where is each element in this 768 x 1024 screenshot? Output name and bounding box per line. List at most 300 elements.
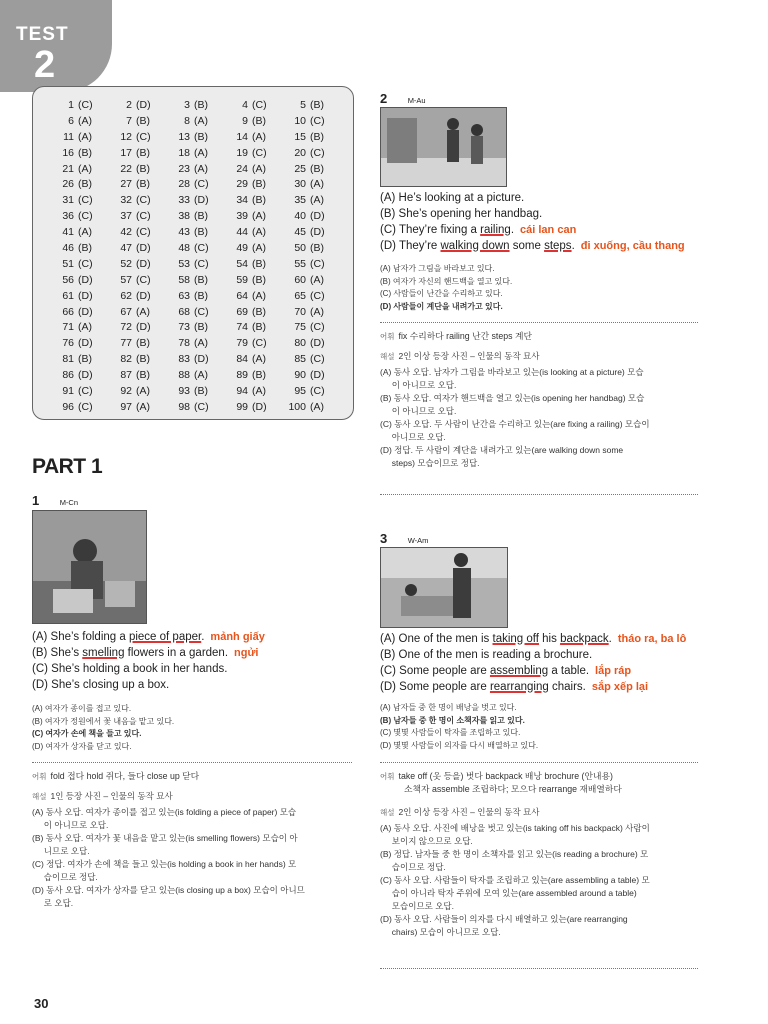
answer-key-cell xyxy=(106,210,164,226)
answer-key-answer: (C) xyxy=(194,178,209,191)
answer-key-question-number: 72 xyxy=(120,321,132,334)
answer-key-cell xyxy=(222,274,280,290)
answer-key-cell xyxy=(280,194,338,210)
explanation-line: (A) 동사 오답. 사진에 배낭을 벗고 있는(is taking off his backpack) 사람이 xyxy=(380,823,650,833)
answer-key-cell xyxy=(280,147,338,163)
answer-key-answer: (A) xyxy=(252,242,266,255)
answer-key-cell xyxy=(222,369,280,385)
answer-key-cell xyxy=(48,274,106,290)
option-line xyxy=(380,238,685,254)
option-underlined-text: rearranging xyxy=(489,681,549,693)
answer-key-cell xyxy=(280,385,338,401)
answer-key-cell xyxy=(222,321,280,337)
answer-key-question-number: 8 xyxy=(184,114,190,127)
answer-key-cell xyxy=(48,321,106,337)
option-text: (C) They’re fixing a xyxy=(380,224,481,236)
part-title: PART 1 xyxy=(32,455,103,478)
answer-key-cell xyxy=(106,115,164,131)
option-text: (D) Some people are xyxy=(380,681,490,693)
answer-key-question-number: 30 xyxy=(294,178,306,191)
korean-translation: (A) 남자가 그림을 바라보고 있다. xyxy=(380,264,495,273)
answer-key-cell xyxy=(222,178,280,194)
explanation-line: 로 오답. xyxy=(32,898,74,908)
answer-key-question-number: 96 xyxy=(62,400,74,413)
answer-key-answer: (D) xyxy=(194,353,209,366)
answer-key-answer: (A) xyxy=(310,273,324,286)
handwritten-note: ngửi xyxy=(234,647,259,659)
photo-people-on-steps xyxy=(381,108,506,186)
answer-key-cell xyxy=(106,369,164,385)
answer-key-answer: (A) xyxy=(252,385,266,398)
answer-key-question-number: 77 xyxy=(120,337,132,350)
answer-key-question-number: 11 xyxy=(63,130,74,143)
korean-translation: (D) 사람들이 계단을 내려가고 있다. xyxy=(380,301,503,311)
divider xyxy=(380,762,698,763)
korean-translation: (B) 남자들 중 한 명이 소책자를 읽고 있다. xyxy=(380,715,525,725)
option-line xyxy=(380,679,686,695)
answer-key-question-number: 49 xyxy=(236,242,248,255)
answer-key-answer: (D) xyxy=(78,369,93,382)
answer-key-question-number: 74 xyxy=(236,321,248,334)
divider xyxy=(380,322,698,323)
option-text: his xyxy=(538,633,561,645)
divider xyxy=(32,762,352,763)
explanation-line: 이 아니므로 오답. xyxy=(380,406,457,416)
answer-key-question-number: 51 xyxy=(62,257,74,270)
handwritten-note: đi xuống, cầu thang xyxy=(580,240,685,252)
answer-key-question-number: 42 xyxy=(120,226,132,239)
answer-key-cell xyxy=(222,163,280,179)
explanation-line: (B) 동사 오답. 여자가 핸드백을 열고 있는(is opening her handbag) 모습 xyxy=(380,393,645,403)
answer-key-cell xyxy=(106,337,164,353)
answer-key-answer: (C) xyxy=(310,257,325,270)
answer-key-question-number: 88 xyxy=(178,369,190,382)
answer-key-cell xyxy=(164,178,222,194)
option-text: (D) She’s closing up a box. xyxy=(32,679,170,691)
korean-translation: (A) 남자들 중 한 명이 배낭을 벗고 있다. xyxy=(380,703,517,712)
option-text: (A) She’s folding a xyxy=(32,631,129,643)
photo-people-at-table xyxy=(381,548,507,627)
answer-key-cell xyxy=(48,242,106,258)
answer-key-cell xyxy=(48,353,106,369)
question-2-options xyxy=(380,190,685,254)
option-line xyxy=(380,206,685,222)
answer-key-answer: (B) xyxy=(194,321,208,334)
answer-key-row xyxy=(48,353,338,369)
answer-key-question-number: 47 xyxy=(120,242,132,255)
answer-key-question-number: 50 xyxy=(294,242,306,255)
answer-key-answer: (B) xyxy=(194,289,208,302)
answer-key-answer: (C) xyxy=(194,242,209,255)
answer-key-question-number: 66 xyxy=(62,305,74,318)
option-line xyxy=(32,645,265,661)
answer-key-cell xyxy=(164,290,222,306)
question-3-vocab: 어휘 take off (옷 등을) 벗다 backpack 배낭 brochure (안내용) 소책자 assemble 조립하다; 모으다 rearrange 재배열하다 xyxy=(380,771,622,794)
option-text: flowers in a garden. xyxy=(124,647,229,659)
answer-key-cell xyxy=(164,337,222,353)
answer-key-question-number: 29 xyxy=(236,178,248,191)
answer-key-answer: (C) xyxy=(136,226,151,239)
option-text: (D) They’re xyxy=(380,240,441,252)
handwritten-note: cái lan can xyxy=(520,224,577,236)
korean-translation: (C) 여자가 손에 책을 들고 있다. xyxy=(32,729,142,738)
answer-key-answer: (B) xyxy=(194,210,208,223)
answer-key-question-number: 69 xyxy=(236,305,248,318)
answer-key-cell xyxy=(164,115,222,131)
answer-key-cell xyxy=(164,99,222,115)
korean-translation: (D) 몇몇 사람들이 의자를 다시 배열하고 있다. xyxy=(380,740,539,750)
explanation-line: (C) 동사 오답. 사람들이 탁자를 조립하고 있는(are assembling a table) 모 xyxy=(380,875,650,885)
option-text: (B) She’s opening her handbag. xyxy=(380,208,543,220)
answer-key-question-number: 26 xyxy=(62,178,74,191)
answer-key-question-number: 57 xyxy=(120,273,132,286)
option-underlined-text: smelling xyxy=(82,647,125,659)
answer-key-question-number: 59 xyxy=(236,273,248,286)
answer-key-question-number: 56 xyxy=(62,273,74,286)
answer-key-cell xyxy=(106,385,164,401)
answer-key-row xyxy=(48,226,338,242)
answer-key-answer: (A) xyxy=(78,114,92,127)
answer-key-cell xyxy=(280,131,338,147)
explanation-line: 모습이므로 오답. xyxy=(380,901,455,911)
answer-key-question-number: 52 xyxy=(120,257,132,270)
speaker-label: W-Am xyxy=(407,536,429,545)
answer-key-answer: (D) xyxy=(310,369,325,382)
answer-key-question-number: 12 xyxy=(120,130,132,143)
answer-key-answer: (D) xyxy=(136,99,151,111)
answer-key-cell xyxy=(164,163,222,179)
answer-key-answer: (C) xyxy=(78,99,93,111)
answer-key-answer: (B) xyxy=(78,178,92,191)
explanation-line: 이 아니므로 오답. xyxy=(380,380,457,390)
question-number: 1 xyxy=(32,493,40,508)
answer-key-cell xyxy=(106,321,164,337)
answer-key-answer: (C) xyxy=(136,130,151,143)
answer-key-cell xyxy=(222,147,280,163)
question-number: 2 xyxy=(380,91,388,106)
answer-key-answer: (B) xyxy=(252,369,266,382)
option-line xyxy=(380,663,686,679)
option-line xyxy=(380,631,686,647)
option-underlined-text: backpack xyxy=(560,633,609,645)
answer-key-cell xyxy=(280,337,338,353)
option-text: (C) Some people are xyxy=(380,665,490,677)
answer-key-question-number: 78 xyxy=(178,337,190,350)
answer-key-answer: (C) xyxy=(78,194,93,207)
korean-translation: (C) 사람들이 난간을 수리하고 있다. xyxy=(380,289,503,298)
answer-key-question-number: 73 xyxy=(178,321,190,334)
answer-key-answer: (C) xyxy=(310,321,325,334)
answer-key-answer: (B) xyxy=(252,114,266,127)
answer-key-answer: (B) xyxy=(78,242,92,255)
answer-key-question-number: 90 xyxy=(294,369,306,382)
answer-key-cell xyxy=(106,353,164,369)
option-line xyxy=(32,629,265,645)
explanation-line: (C) 정답. 여자가 손에 책을 들고 있는(is holding a book in her hands) 모 xyxy=(32,859,297,869)
answer-key-row xyxy=(48,131,338,147)
handwritten-note: lắp ráp xyxy=(595,665,632,677)
explanation-line: 습이 아니라 탁자 주위에 모여 있는(are assembled around a table) xyxy=(380,888,637,898)
explanation-line: 습이므로 정답. xyxy=(380,862,446,872)
answer-key-answer: (A) xyxy=(78,162,92,175)
answer-key-answer: (B) xyxy=(310,99,324,111)
answer-key-answer: (D) xyxy=(136,321,151,334)
answer-key-row xyxy=(48,385,338,401)
answer-key-question-number: 45 xyxy=(294,226,306,239)
answer-key-answer: (B) xyxy=(252,194,266,207)
answer-key-cell xyxy=(164,131,222,147)
answer-key-cell xyxy=(222,242,280,258)
answer-key-question-number: 13 xyxy=(178,130,190,143)
answer-key-cell xyxy=(222,226,280,242)
answer-key-answer: (B) xyxy=(252,321,266,334)
answer-key-cell xyxy=(164,147,222,163)
answer-key-answer: (A) xyxy=(252,162,266,175)
korean-translation: (C) 몇몇 사람들이 탁자를 조립하고 있다. xyxy=(380,728,521,737)
answer-key-cell xyxy=(164,194,222,210)
answer-key-answer: (A) xyxy=(136,305,150,318)
answer-key-answer: (C) xyxy=(78,210,93,223)
answer-key-question-number: 34 xyxy=(236,194,248,207)
answer-key-question-number: 22 xyxy=(120,162,132,175)
answer-key-question-number: 15 xyxy=(294,130,306,143)
answer-key-cell xyxy=(48,178,106,194)
answer-key-cell xyxy=(48,147,106,163)
answer-key-answer: (C) xyxy=(136,210,151,223)
answer-key-question-number: 16 xyxy=(62,146,74,159)
answer-key-row xyxy=(48,290,338,306)
answer-key-cell xyxy=(106,258,164,274)
answer-key-answer: (A) xyxy=(310,178,324,191)
answer-key-answer: (C) xyxy=(252,146,267,159)
answer-key-cell xyxy=(48,258,106,274)
answer-key-cell xyxy=(48,131,106,147)
answer-key-question-number: 17 xyxy=(120,146,132,159)
question-2-photo xyxy=(380,107,507,187)
answer-key-answer: (C) xyxy=(310,289,325,302)
answer-key-answer: (A) xyxy=(136,400,150,413)
option-line xyxy=(32,661,265,677)
answer-key-cell xyxy=(48,194,106,210)
answer-key-question-number: 76 xyxy=(62,337,74,350)
answer-key-question-number: 54 xyxy=(236,257,248,270)
answer-key-answer: (B) xyxy=(310,162,324,175)
answer-key-question-number: 25 xyxy=(294,162,306,175)
handwritten-note: mảnh giấy xyxy=(210,631,265,643)
answer-key-cell xyxy=(164,226,222,242)
answer-key-cell xyxy=(106,131,164,147)
question-1-options xyxy=(32,629,265,693)
explanation-line: (D) 정답. 두 사람이 계단을 내려가고 있는(are walking down some xyxy=(380,445,624,455)
answer-key-answer: (C) xyxy=(310,353,325,366)
answer-key-cell xyxy=(48,226,106,242)
option-text: (A) He’s looking at a picture. xyxy=(380,192,525,204)
answer-key-answer: (C) xyxy=(194,400,209,413)
answer-key-question-number: 87 xyxy=(120,369,132,382)
answer-key-answer: (B) xyxy=(252,257,266,270)
answer-key-question-number: 93 xyxy=(178,385,190,398)
answer-key-answer: (B) xyxy=(252,305,266,318)
test-badge xyxy=(0,0,112,92)
answer-key-question-number: 94 xyxy=(236,385,248,398)
answer-key-answer: (C) xyxy=(194,305,209,318)
answer-key-cell xyxy=(106,147,164,163)
handwritten-note: tháo ra, ba lô xyxy=(617,633,687,645)
answer-key-question-number: 23 xyxy=(178,162,190,175)
answer-key-question-number: 37 xyxy=(120,210,132,223)
answer-key-answer: (A) xyxy=(194,146,208,159)
answer-key-cell xyxy=(280,401,338,417)
answer-key-question-number: 79 xyxy=(236,337,248,350)
answer-key-answer: (C) xyxy=(136,194,151,207)
answer-key-answer: (D) xyxy=(78,305,93,318)
answer-key-answer: (A) xyxy=(194,114,208,127)
answer-key-cell xyxy=(280,178,338,194)
answer-key-answer: (D) xyxy=(310,210,325,223)
explanation-line: (A) 동사 오답. 여자가 종이를 접고 있는(is folding a piece of paper) 모습 xyxy=(32,807,297,817)
answer-key-question-number: 10 xyxy=(294,114,306,127)
answer-key-question-number: 55 xyxy=(294,257,306,270)
answer-key-question-number: 68 xyxy=(178,305,190,318)
answer-key-cell xyxy=(164,385,222,401)
answer-key-question-number: 65 xyxy=(294,289,306,302)
answer-key-answer: (B) xyxy=(194,385,208,398)
answer-key-question-number: 36 xyxy=(62,210,74,223)
answer-key-cell xyxy=(106,178,164,194)
question-2-explanations xyxy=(380,366,650,470)
answer-key-answer: (A) xyxy=(252,210,266,223)
answer-key-answer: (A) xyxy=(194,369,208,382)
answer-key-row xyxy=(48,194,338,210)
answer-key-answer: (B) xyxy=(78,146,92,159)
option-text: . xyxy=(201,631,205,643)
answer-key-cell xyxy=(280,353,338,369)
answer-key-question-number: 46 xyxy=(62,242,74,255)
explanation-line: 이 아니므로 오답. xyxy=(32,820,109,830)
speaker-label: M-Cn xyxy=(59,498,79,507)
answer-key-cell xyxy=(164,401,222,417)
explanation-line: (D) 동사 오답. 여자가 상자를 닫고 있는(is closing up a box) 모습이 아니므 xyxy=(32,885,305,895)
answer-key-cell xyxy=(280,226,338,242)
answer-key-cell xyxy=(164,274,222,290)
answer-key-cell xyxy=(222,290,280,306)
answer-key-row xyxy=(48,115,338,131)
answer-key-cell xyxy=(48,210,106,226)
option-text: . xyxy=(608,633,612,645)
option-underlined-text: steps xyxy=(544,240,572,252)
answer-key-cell xyxy=(222,210,280,226)
answer-key-cell xyxy=(48,369,106,385)
answer-key-question-number: 1 xyxy=(68,99,74,111)
answer-key-question-number: 27 xyxy=(120,178,132,191)
option-text: (A) One of the men is xyxy=(380,633,493,645)
answer-key-cell xyxy=(280,99,338,115)
answer-key-question-number: 89 xyxy=(236,369,248,382)
explanation-line: 아니므로 오답. xyxy=(380,432,446,442)
answer-key-answer: (D) xyxy=(78,289,93,302)
explanation-line: (B) 정답. 남자들 중 한 명이 소책자를 읽고 있는(is reading a brochure) 모 xyxy=(380,849,649,859)
answer-key-cell xyxy=(106,163,164,179)
answer-key-answer: (C) xyxy=(78,257,93,270)
answer-key-answer: (C) xyxy=(252,99,267,111)
answer-key-answer: (A) xyxy=(194,337,208,350)
answer-key-question-number: 81 xyxy=(62,353,74,366)
answer-key-answer: (A) xyxy=(136,385,150,398)
answer-key-row xyxy=(48,401,338,417)
explanation-line: (D) 동사 오답. 사람들이 의자를 다시 배열하고 있는(are rearranging xyxy=(380,914,628,924)
answer-key-answer: (B) xyxy=(194,99,208,111)
answer-key-cell xyxy=(48,290,106,306)
answer-key-row xyxy=(48,258,338,274)
answer-key-cell xyxy=(48,163,106,179)
answer-key-cell xyxy=(48,385,106,401)
question-3-explanation-title: 해설 2인 이상 등장 사진 – 인물의 동작 묘사 xyxy=(380,807,540,817)
answer-key-cell xyxy=(106,194,164,210)
answer-key-grid xyxy=(48,99,338,417)
photo-woman-reading xyxy=(33,511,146,623)
answer-key-answer: (D) xyxy=(136,289,151,302)
answer-key-cell xyxy=(48,115,106,131)
option-text: some xyxy=(509,240,545,252)
explanation-line: steps) 모습이므로 정답. xyxy=(380,458,480,468)
question-1-korean xyxy=(32,703,174,753)
answer-key-answer: (B) xyxy=(136,146,150,159)
answer-key-cell xyxy=(280,210,338,226)
answer-key-question-number: 64 xyxy=(236,289,248,302)
answer-key-answer: (D) xyxy=(194,194,209,207)
answer-key-cell xyxy=(222,401,280,417)
answer-key-cell xyxy=(48,306,106,322)
answer-key-question-number: 83 xyxy=(178,353,190,366)
explanation-line: 보이지 않으므로 오답. xyxy=(380,836,473,846)
answer-key-cell xyxy=(48,99,106,115)
question-1-photo xyxy=(32,510,147,624)
answer-key-answer: (B) xyxy=(136,353,150,366)
option-text: a table. xyxy=(548,665,590,677)
answer-key-answer: (D) xyxy=(136,242,151,255)
answer-key-cell xyxy=(164,321,222,337)
answer-key-cell xyxy=(164,369,222,385)
question-1-header xyxy=(32,492,78,510)
answer-key-question-number: 3 xyxy=(184,99,190,111)
answer-key-cell xyxy=(222,385,280,401)
answer-key-answer: (C) xyxy=(136,273,151,286)
answer-key-cell xyxy=(222,131,280,147)
answer-key-row xyxy=(48,147,338,163)
answer-key-answer: (A) xyxy=(252,226,266,239)
answer-key-question-number: 32 xyxy=(120,194,132,207)
question-1-explanation-title: 해설 1인 등장 사진 – 인물의 동작 묘사 xyxy=(32,791,173,801)
answer-key-answer: (B) xyxy=(136,114,150,127)
explanation-line: 니므로 오답. xyxy=(32,846,90,856)
answer-key-answer: (D) xyxy=(136,257,151,270)
answer-key-cell xyxy=(280,274,338,290)
answer-key-answer: (C) xyxy=(194,257,209,270)
answer-key-question-number: 39 xyxy=(236,210,248,223)
answer-key-question-number: 6 xyxy=(68,114,74,127)
option-underlined-text: piece of paper xyxy=(128,631,202,643)
answer-key-answer: (C) xyxy=(252,337,267,350)
question-3-korean xyxy=(380,702,538,752)
answer-key-question-number: 20 xyxy=(294,146,306,159)
answer-key-answer: (C) xyxy=(310,114,325,127)
option-text: chairs. xyxy=(548,681,586,693)
test-badge-number: 2 xyxy=(34,44,56,86)
answer-key-question-number: 21 xyxy=(62,162,74,175)
answer-key-question-number: 99 xyxy=(236,400,248,413)
answer-key-question-number: 44 xyxy=(236,226,248,239)
option-text: (B) She’s xyxy=(32,647,83,659)
